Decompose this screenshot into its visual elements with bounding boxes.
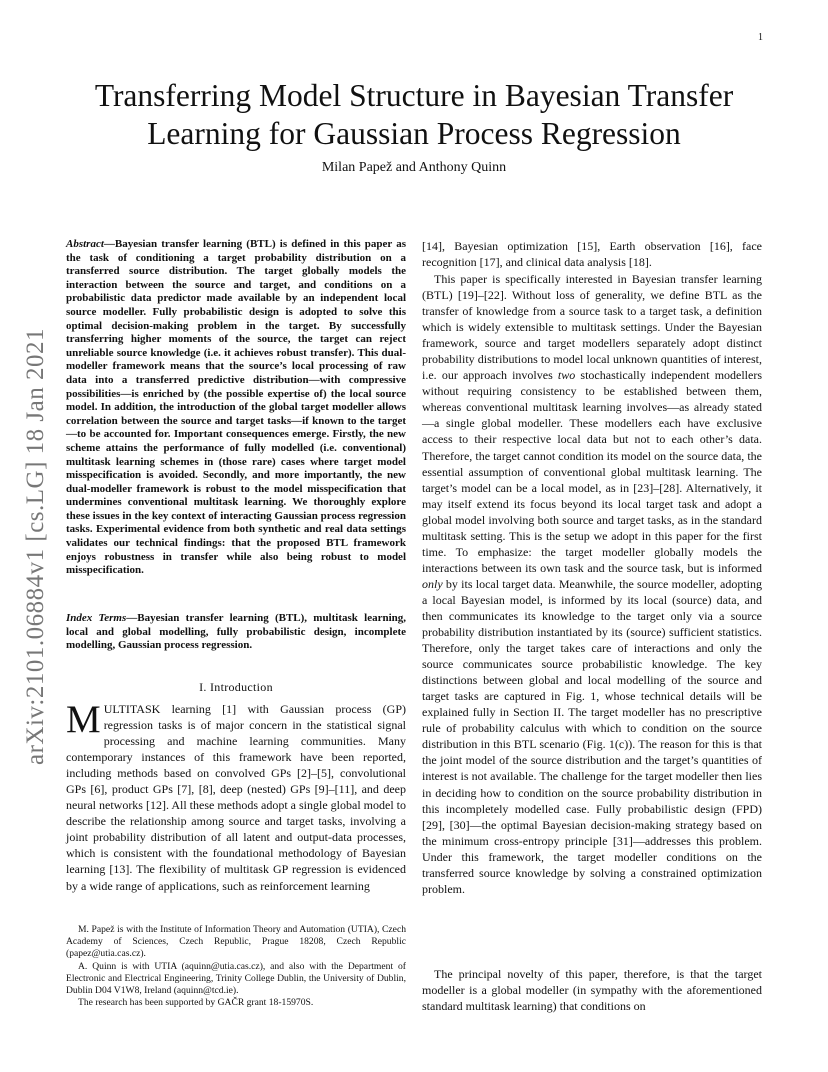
right-p2-em2: only xyxy=(422,576,443,591)
section-heading: I. Introduction xyxy=(199,680,273,694)
right-p3-text: The principal novelty of this paper, therefore, is that the target modeller is a global modeller (in sympathy with the aforementioned standard multitask learning) that conditions on xyxy=(422,967,762,1014)
right-p2-em1: two xyxy=(557,368,576,383)
index-terms xyxy=(66,612,406,653)
paper-authors: Milan Papež and Anthony Quinn xyxy=(321,160,507,175)
page-number: 1 xyxy=(758,32,763,43)
dropcap: M xyxy=(66,698,101,741)
footnote-1: M. Papež is with the Institute of Information Theory and Automation (UTIA), Czech Academy of Sciences, Czech Republic, Prague 18208, Czech Republic (papez@utia.cas.cz). xyxy=(66,924,406,960)
abstract xyxy=(66,238,406,578)
intro-text: ULTITASK learning [1] with Gaussian process (GP) regression tasks is of major concern in the statistical signal processing and machine learning communities. Many contemporary instances of this framework have been reported, including methods based on convolved GPs [2]–[5], convolutional GPs [6], product GPs [7], [8], deep (nested) GPs [9]–[11], and deep neural networks [12]. All these methods adopt a single global model to describe the relationship among source and target tasks, involving a joint probability distribution of all latent and output-data processes, which is consistent with the foundational methodology of Bayesian learning [13]. The flexibility of multitask GP regression is evidenced by a wide range of applications, such as reinforcement learning xyxy=(66,702,406,893)
right-paragraph-1: [14], Bayesian optimization [15], Earth observation [16], face recognition [17], and clinical data analysis [18]. xyxy=(422,239,762,270)
intro-paragraph xyxy=(66,698,406,894)
footnotes xyxy=(66,924,406,1009)
index-terms-text: —Bayesian transfer learning (BTL), multitask learning, local and global modelling, fully probabilistic design, incomplete modelling, Gaussian process regression. xyxy=(66,612,406,652)
abstract-label: Abstract xyxy=(66,238,104,250)
abstract-text: —Bayesian transfer learning (BTL) is defined in this paper as the task of conditioning a target probability distribution on a transferred source distribution. The target globally models the interaction between the source and target, and conditions on a probabilistic data predictor made available by an independent local source modeller. Fully probabilistic design is adopted to solve this optimal decision-making problem in the target. By successfully transferring higher moments of the source, the target can reject unreliable source knowledge (i.e. it achieves robust transfer). This dual-modeller framework means that the source’s local processing of raw data into a transferred predictive distribution—with compressive possibilities—is enriched by (the possible expertise of) the local source model. In addition, the introduction of the global target modeller allows correlation between the source and target tasks—if known to the target—to be accounted for. Important consequences emerge. Firstly, the new scheme attains the performance of fully modelled (i.e. conventional) multitask learning schemes in (those rare) cases where target model misspecification is avoided. Secondly, and more importantly, the new dual-modeller framework is robust to the model misspecification that undermines conventional multitask learning. We thoroughly explore these issues in the key context of interacting Gaussian process regression tasks. Experimental evidence from both synthetic and real data settings validates our technical findings: that the proposed BTL framework enjoys robustness in transfer while also being robust to model misspecification. xyxy=(66,238,406,577)
right-p2-a: This paper is specifically interested in Bayesian transfer learning (BTL) [19]–[22]. Without loss of generality, we define BTL as the transfer of knowledge from a source task to a target task, a definition which is widely extensible to multitask settings. Under the Bayesian framework, source and target modellers separately adopt distinct probability distributions to model local unknown quantities of interest, i.e. our approach involves xyxy=(422,272,762,383)
footnote-2: A. Quinn is with UTIA (aquinn@utia.cas.cz), and also with the Department of Electronic and Electrical Engineering, Trinity College Dublin, the University of Dublin, Dublin D04 V1W8, Ireland (aquinn@tcd.ie). xyxy=(66,960,406,997)
paper-title: Transferring Model Structure in Bayesian Transfer Learning for Gaussian Process Regression xyxy=(94,78,734,151)
right-p2-b: stochastically independent modellers without requiring consistency to be established between them, whereas conventional multitask learning involves—as already stated—a single global modeller. These modellers each have exclusive access to their respective local data but not to each other’s data. Therefore, the target cannot condition its model on the source data, the essential assumption of conventional global multitask learning. The target’s model can be a local model, as in [23]–[28]. Alternatively, it may itself extend its focus beyond its local target task and adopt a global model involving both source and target tasks, as in the standard multitask setting. This is the setup we adopt in this paper for the first time. To emphasize: the target modeller globally models the interactions between its own task and the source task, but is informed xyxy=(422,368,763,575)
right-paragraph-3 xyxy=(422,966,762,1014)
right-paragraph-2 xyxy=(422,271,762,897)
arxiv-watermark xyxy=(22,328,55,765)
footnote-3: The research has been supported by GAČR grant 18-15970S. xyxy=(78,997,314,1009)
index-terms-label: Index Terms xyxy=(66,612,127,624)
right-p2-c: by its local target data. Meanwhile, the source modeller, adopting a local Bayesian model, is informed by its local (source) data, and then communicates its knowledge to the target only via a source probability distribution instantiated by its (source) sufficient statistics. Therefore, only the target takes care of interactions and only the source communicates source probabilistic knowledge. The key distinctions between global and local modelling of the source and target tasks are captured in Fig. 1, whose technical details will be explained fully in Section II. The target modeller has no prescriptive rule of probability calculus with which to condition on the source distribution in this BTL scenario (Fig. 1(c)). The reason for this is that the joint model of the source distribution and the target’s quantities of interest is not available. The challenge for the target modeller then lies in deciding how to condition on the source probability distribution in this incompletely modelled case. Fully probabilistic design (FPD) [29], [30]—the optimal Bayesian decision-making strategy based on the minimum cross-entropy principle [31]—addresses this problem. Under this framework, the target modeller conditions on the transferred source knowledge by solving a constrained optimization problem. xyxy=(422,576,762,896)
arxiv-id: arXiv:2101.06884v1 [cs.LG] 18 Jan 2021 xyxy=(22,328,49,765)
